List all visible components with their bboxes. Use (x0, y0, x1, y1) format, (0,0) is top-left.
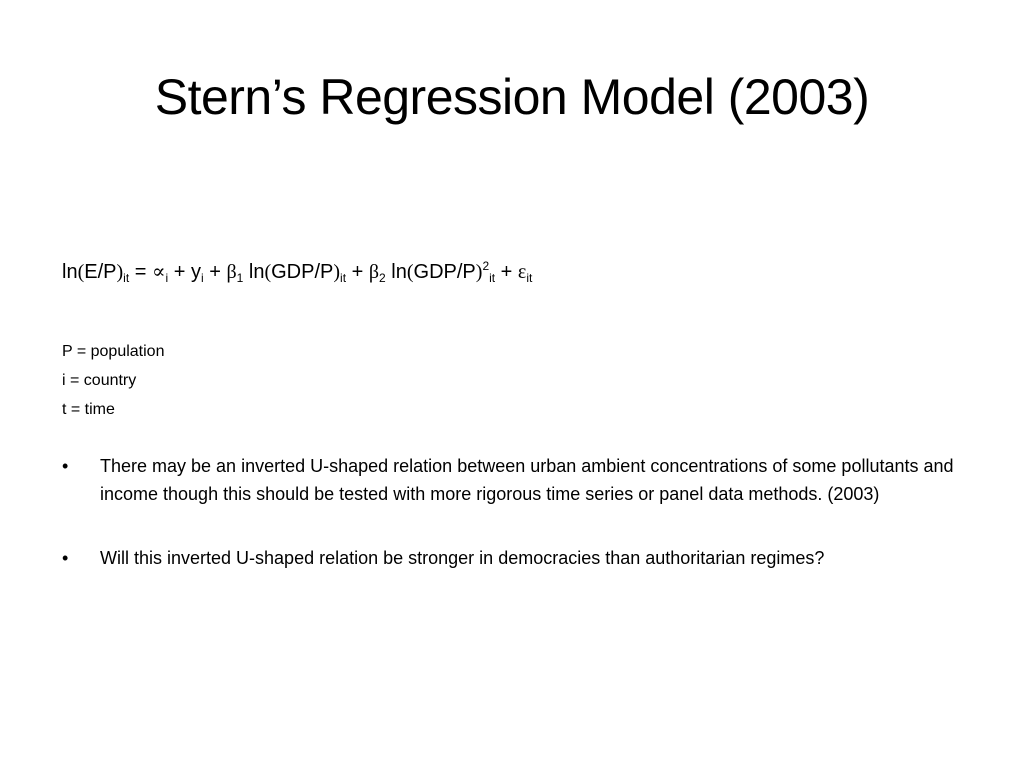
equation-subscript: it (526, 271, 533, 285)
bullet-text: There may be an inverted U-shaped relation between urban ambient concentrations of some pollutants and income though this should be tested with more rigorous time series or panel data methods. (2003) (100, 456, 954, 504)
equation-subscript: it (123, 271, 130, 285)
equation-subscript: i (165, 271, 169, 285)
equation-subscript: it (340, 271, 347, 285)
equation-plus: + (346, 261, 369, 283)
equation-subscript: 1 (236, 271, 244, 285)
definition-time: t = time (62, 401, 115, 418)
equation-subscript: 2 (379, 271, 386, 285)
bullet-list (62, 452, 972, 608)
equation-paren-open: ( (264, 261, 272, 283)
variable-definitions (62, 337, 164, 424)
equation-beta-symbol: β (368, 261, 380, 283)
equation-paren-close: ) (116, 261, 124, 283)
equation-subscript: it (489, 271, 496, 285)
equation-plus-y: + y (168, 261, 201, 283)
bullet-item (62, 544, 972, 572)
bullet-item (62, 452, 972, 508)
equation-plus: + (495, 261, 518, 283)
equation-subscript: i (200, 271, 204, 285)
equation-gdp: GDP/P (413, 261, 476, 283)
equation-paren-open: ( (406, 261, 414, 283)
equation-ln: ln (243, 261, 265, 283)
definition-population: P = population (62, 343, 165, 360)
equation-paren-close: ) (333, 261, 341, 283)
slide-title: Stern’s Regression Model (2003) (154, 69, 870, 125)
equation-ln: ln (62, 261, 78, 283)
equation-alpha-symbol: ∝ (151, 261, 166, 283)
definition-country: i = country (62, 372, 137, 389)
regression-equation (62, 258, 532, 286)
bullet-text: Will this inverted U-shaped relation be stronger in democracies than authoritarian regimes? (100, 548, 825, 568)
equation-paren-open: ( (77, 261, 85, 283)
equation-superscript: 2 (482, 259, 490, 273)
bullet-marker: • (62, 548, 69, 568)
equation-beta-symbol: β (226, 261, 237, 283)
equation-ln: ln (385, 261, 407, 283)
equation-epsilon-symbol: ε (517, 261, 527, 283)
equation-equals: = (129, 261, 152, 283)
bullet-marker: • (62, 456, 69, 476)
equation-gdp: GDP/P (271, 261, 334, 283)
equation-ep: E/P (84, 261, 117, 283)
equation-paren-close: ) (475, 261, 483, 283)
equation-plus: + (203, 261, 227, 283)
